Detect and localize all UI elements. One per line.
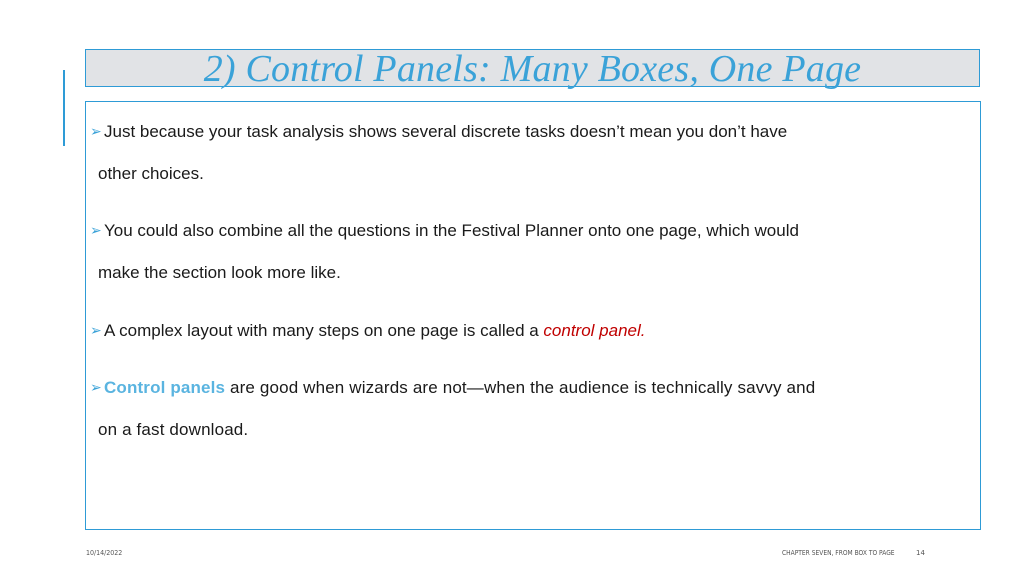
bullet-1-line-2: other choices. [98, 164, 204, 183]
slide-title: 2) Control Panels: Many Boxes, One Page [203, 48, 862, 90]
arrow-bullet-icon: ➢ [90, 322, 102, 338]
bullet-3-text: A complex layout with many steps on one page is called a [104, 321, 544, 340]
arrow-bullet-icon: ➢ [90, 123, 102, 139]
bullet-item-1 [90, 110, 976, 195]
bullet-4-line-2: on a fast download. [98, 420, 249, 439]
arrow-bullet-icon: ➢ [90, 379, 102, 395]
content-box [85, 101, 981, 530]
bullet-item-3 [90, 309, 976, 352]
footer-page-number: 14 [916, 549, 925, 557]
bullet-1-line-1: Just because your task analysis shows several discrete tasks doesn’t mean you don’t have [104, 122, 788, 141]
bullet-4-line-1: are good when wizards are not—when the audience is technically savvy and [225, 378, 816, 397]
footer-chapter: CHAPTER SEVEN, FROM BOX TO PAGE [782, 549, 895, 557]
bullet-item-2 [90, 209, 976, 294]
arrow-bullet-icon: ➢ [90, 222, 102, 238]
control-panels-highlight: Control panels [104, 378, 226, 397]
title-box [85, 48, 980, 90]
bullet-2-line-2: make the section look more like. [98, 263, 341, 282]
bullet-2-line-1: You could also combine all the questions in the Festival Planner onto one page, which would [104, 221, 799, 240]
bullet-item-4 [90, 366, 976, 451]
control-panel-term: control panel. [543, 321, 646, 340]
footer-date: 10/14/2022 [86, 549, 123, 557]
accent-line [63, 70, 65, 146]
